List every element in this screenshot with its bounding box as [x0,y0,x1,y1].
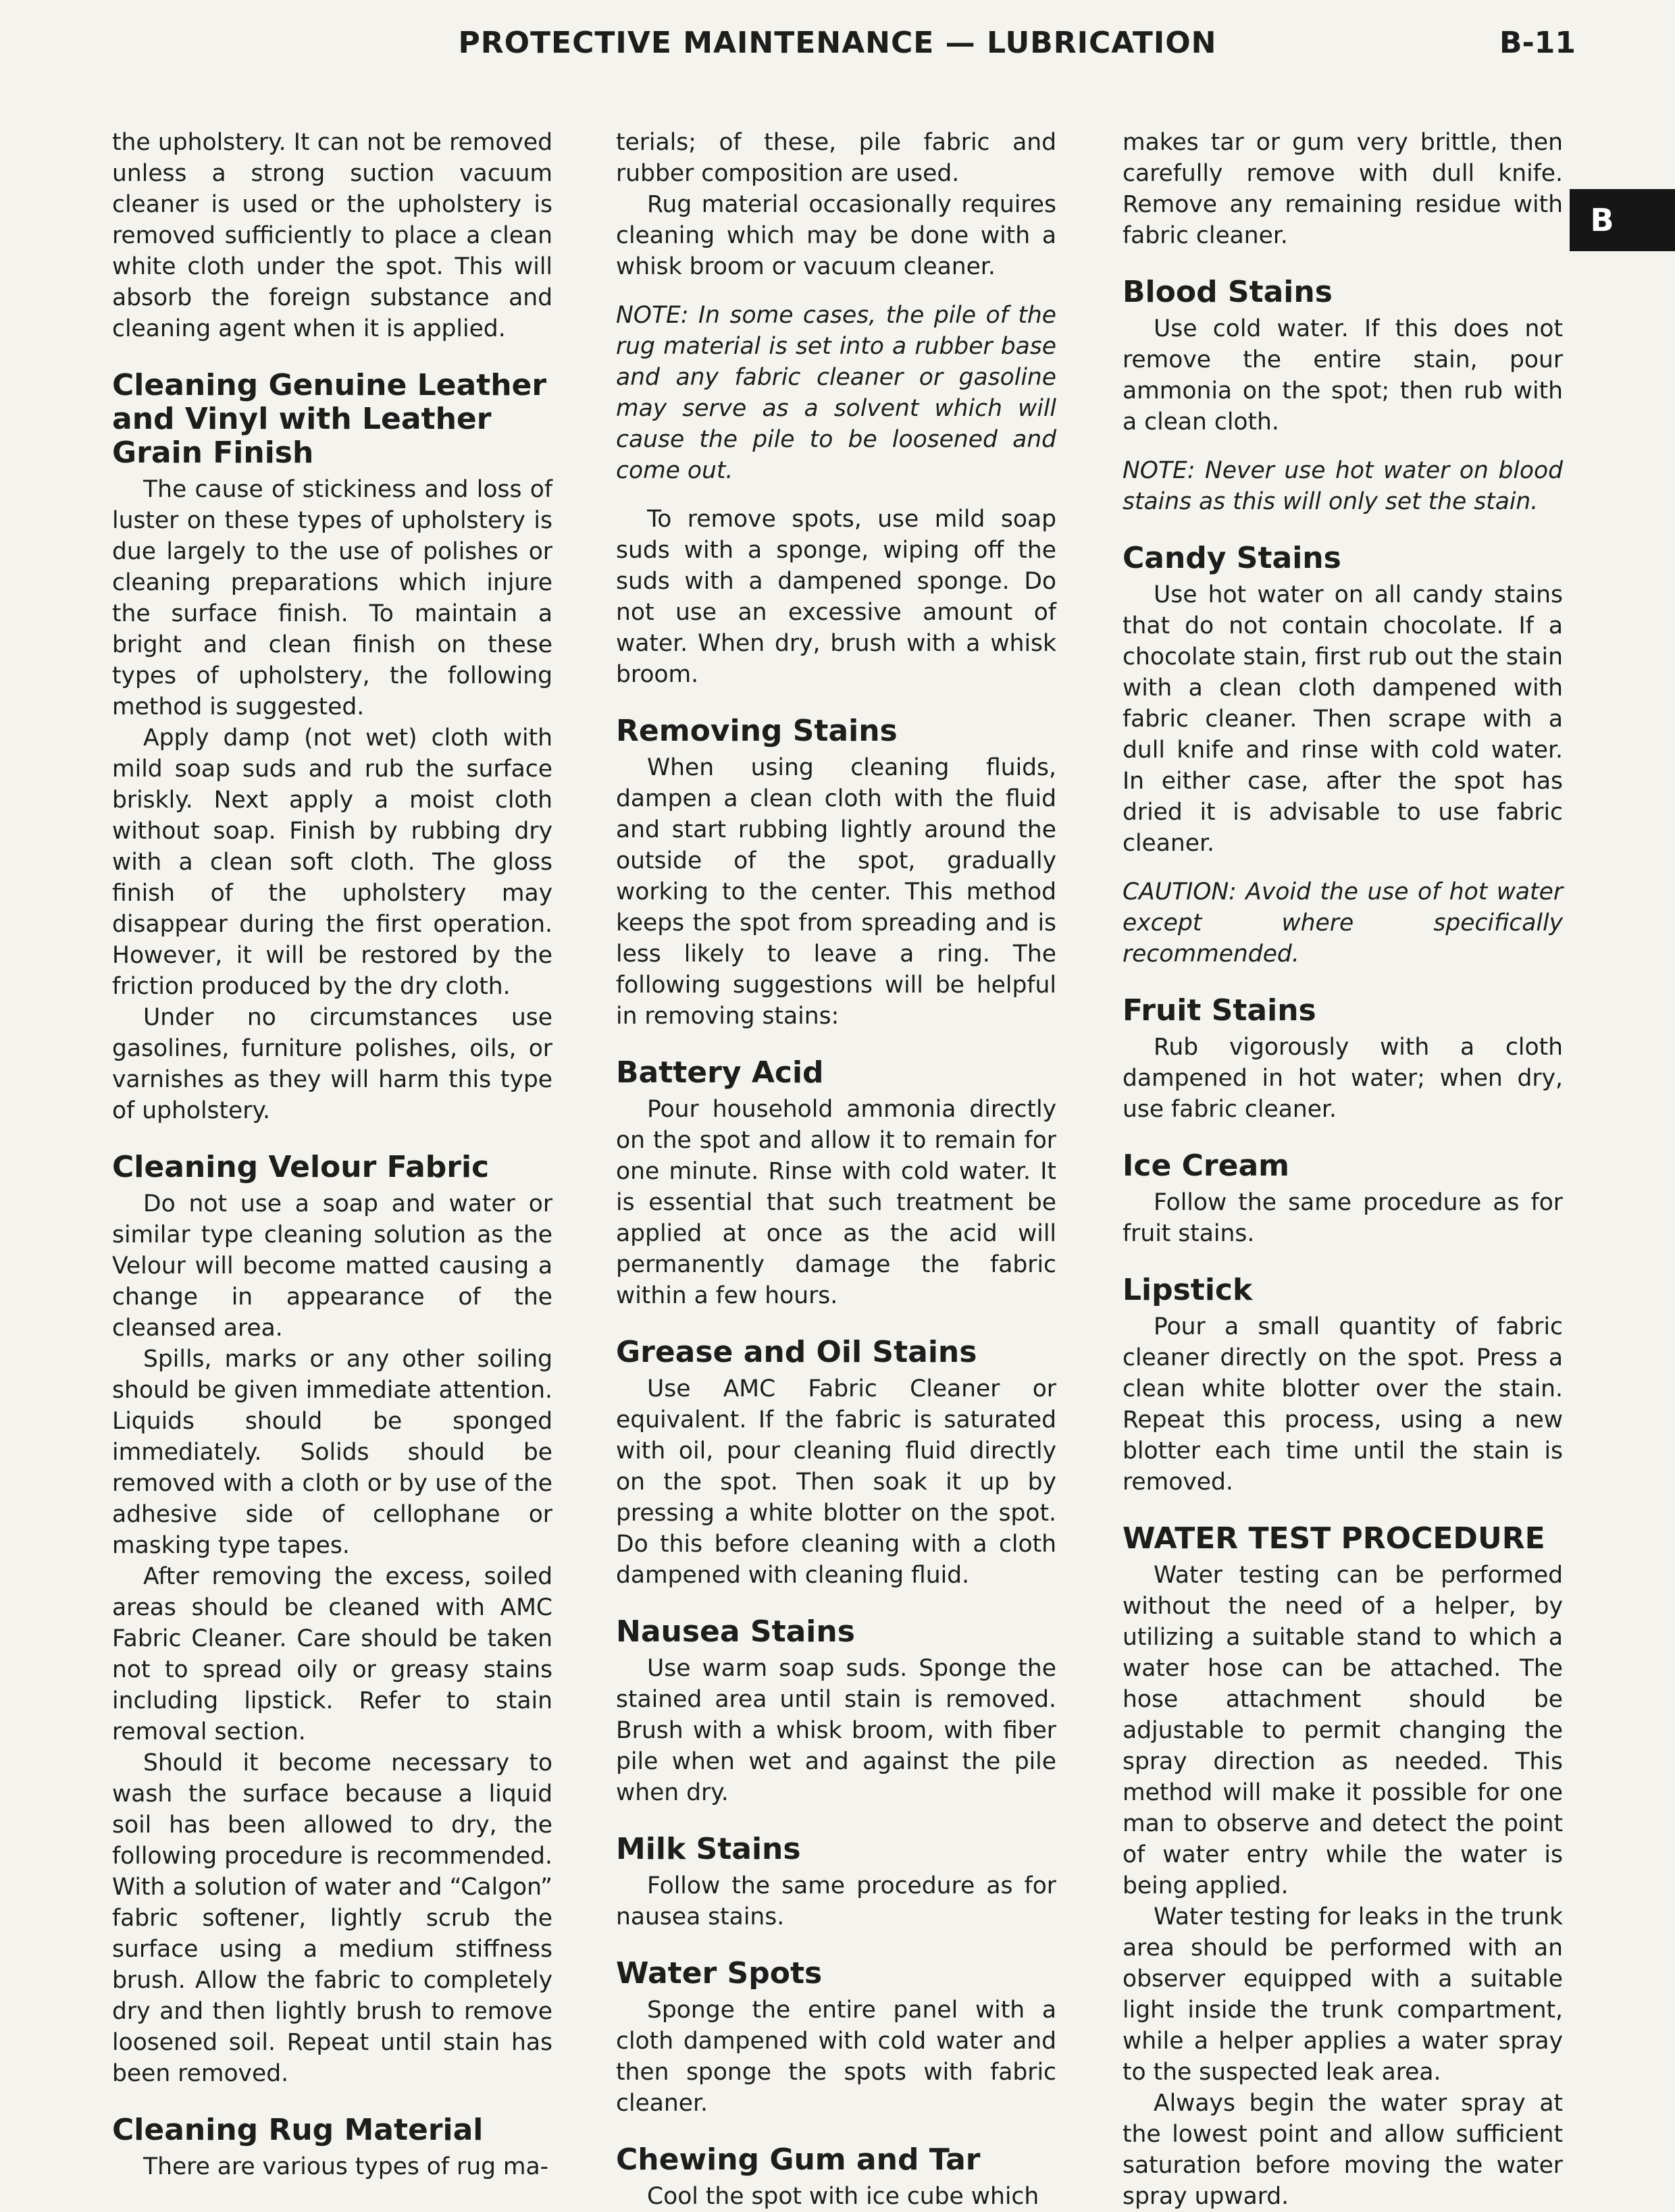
section-heading: Candy Stains [1123,541,1341,575]
section-heading: Ice Cream [1123,1149,1289,1183]
body-paragraph: Follow the same procedure as for nausea stains. [616,1872,1056,1930]
text-column-2 [616,127,1056,2212]
body-paragraph: The cause of stickiness and loss of luster on these types of upholstery is due largely to the use of polishes or cleaning preparations which injure the surface finish. To maintain a bright and clean finish on these types of upholstery, the following method is suggested. [112,476,552,720]
section-heading: Chewing Gum and Tar [616,2142,981,2177]
body-paragraph: Under no circumstances use gasolines, furniture polishes, oils, or varnishes as they will harm this type of upholstery. [112,1004,552,1124]
body-paragraph: Use warm soap suds. Sponge the stained area until stain is removed. Brush with a whisk broom, with fiber pile when wet and against the pile when dry. [616,1655,1056,1806]
section-heading: Nausea Stains [616,1614,855,1649]
note-paragraph: NOTE: In some cases, the pile of the rug material is set into a rubber base and any fabric cleaner or gasoline may serve as a solvent which will cause the pile to be loosened and come out. [616,302,1056,484]
body-paragraph: Use hot water on all candy stains that do not contain chocolate. If a chocolate stain, first rub out the stain with a clean cloth dampened with fabric cleaner. Then scrape with a dull knife and rinse with cold water. In either case, after the spot has dried it is advisable to use fabric cleaner. [1123,581,1563,857]
section-heading: Milk Stains [616,1832,801,1866]
body-paragraph: Should it become necessary to wash the surface because a liquid soil has been allowed to dry, the following procedure is recommended. With a solution of water and “Calgon” fabric softener, lightly scrub the surface using a medium stiffness brush. Allow the fabric to completely dry and then lightly brush to remove loosened soil. Repeat until stain has been removed. [112,1749,552,2087]
body-paragraph: There are various types of rug ma- [143,2153,549,2180]
section-tab-marker: B [1570,189,1675,251]
body-paragraph: Water testing can be performed without the need of a helper, by utilizing a suitable stand to which a water hose can be attached. The hose attachment should be adjustable to permit changing the spray direction as needed. This method will make it possible for one man to observe and detect the point of water entry while the water is being applied. [1123,1562,1563,1899]
body-paragraph: Rub vigorously with a cloth dampened in hot water; when dry, use fabric cleaner. [1123,1034,1563,1123]
body-paragraph: Follow the same procedure as for fruit stains. [1123,1189,1563,1247]
note-paragraph: CAUTION: Avoid the use of hot water except where specifically recommended. [1123,878,1563,968]
text-column-3 [1123,127,1563,2212]
body-paragraph: When using cleaning fluids, dampen a clean cloth with the fluid and start rubbing lightly around the outside of the spot, gradually working to the center. This method keeps the spot from spreading and is less likely to leave a ring. The following suggestions will be helpful in removing stains: [616,754,1056,1030]
section-heading: Removing Stains [616,714,898,748]
body-paragraph: Cool the spot with ice cube which [647,2183,1039,2210]
body-paragraph: Sponge the entire panel with a cloth dampened with cold water and then sponge the spots with fabric cleaner. [616,1997,1056,2117]
section-heading: Cleaning Rug Material [112,2113,484,2147]
body-paragraph: Always begin the water spray at the lowest point and allow sufficient saturation before moving the water spray upward. [1123,2090,1563,2210]
section-heading: Blood Stains [1123,275,1333,309]
body-paragraph: Do not use a soap and water or similar type cleaning solution as the Velour will become matted causing a change in appearance of the cleansed area. [112,1190,552,1342]
section-heading: Cleaning Genuine Leather and Vinyl with Leather Grain Finish [112,368,547,470]
body-paragraph: Apply damp (not wet) cloth with mild soap suds and rub the surface briskly. Next apply a moist cloth without soap. Finish by rubbing dry with a clean soft cloth. The gloss finish of the upholstery may disappear during the first operation. However, it will be restored by the friction produced by the dry cloth. [112,725,552,1000]
body-paragraph: To remove spots, use mild soap suds with a sponge, wiping off the suds with a dampened sponge. Do not use an excessive amount of water. When dry, brush with a whisk broom. [616,506,1056,688]
page-number: B-11 [1499,26,1576,60]
section-heading: Grease and Oil Stains [616,1335,977,1369]
section-heading: Lipstick [1123,1273,1253,1307]
page-header-title: PROTECTIVE MAINTENANCE — LUBRICATION [458,26,1217,60]
body-paragraph: Water testing for leaks in the trunk area should be performed with an observer equipped with a suitable light inside the trunk compartment, while a helper applies a water spray to the suspected leak area. [1123,1903,1563,2086]
note-paragraph: NOTE: Never use hot water on blood stains as this will only set the stain. [1123,457,1563,515]
body-paragraph: terials; of these, pile fabric and rubber composition are used. [616,129,1056,187]
body-paragraph: makes tar or gum very brittle, then carefully remove with dull knife. Remove any remaining residue with fabric cleaner. [1123,129,1563,249]
body-paragraph: Use cold water. If this does not remove the entire stain, pour ammonia on the spot; then rub with a clean cloth. [1123,315,1563,436]
text-column-1 [112,127,552,2182]
body-paragraph: the upholstery. It can not be removed unless a strong suction vacuum cleaner is used or the upholstery is removed sufficiently to place a clean white cloth under the spot. This will absorb the foreign substance and cleaning agent when it is applied. [112,129,552,342]
body-paragraph: Rug material occasionally requires cleaning which may be done with a whisk broom or vacuum cleaner. [616,191,1056,280]
section-heading: WATER TEST PROCEDURE [1123,1521,1545,1556]
body-paragraph: Pour a small quantity of fabric cleaner directly on the spot. Press a clean white blotter over the stain. Repeat this process, using a new blotter each time until the stain is removed. [1123,1313,1563,1496]
section-heading: Battery Acid [616,1055,824,1090]
section-heading: Cleaning Velour Fabric [112,1150,490,1184]
body-paragraph: Pour household ammonia directly on the spot and allow it to remain for one minute. Rinse with cold water. It is essential that such treatment be applied at once as the acid will permanently damage the fabric within a few hours. [616,1096,1056,1309]
body-paragraph: Use AMC Fabric Cleaner or equivalent. If the fabric is saturated with oil, pour cleaning fluid directly on the spot. Then soak it up by pressing a white blotter on the spot. Do this before cleaning with a cloth dampened with cleaning fluid. [616,1375,1056,1589]
body-paragraph: Spills, marks or any other soiling should be given immediate attention. Liquids should be sponged immediately. Solids should be removed with a cloth or by use of the adhesive side of cellophane or masking type tapes. [112,1346,552,1559]
body-paragraph: After removing the excess, soiled areas should be cleaned with AMC Fabric Cleaner. Care should be taken not to spread oily or greasy stains including lipstick. Refer to stain removal section. [112,1563,552,1745]
section-heading: Fruit Stains [1123,993,1316,1028]
section-heading: Water Spots [616,1956,823,1991]
